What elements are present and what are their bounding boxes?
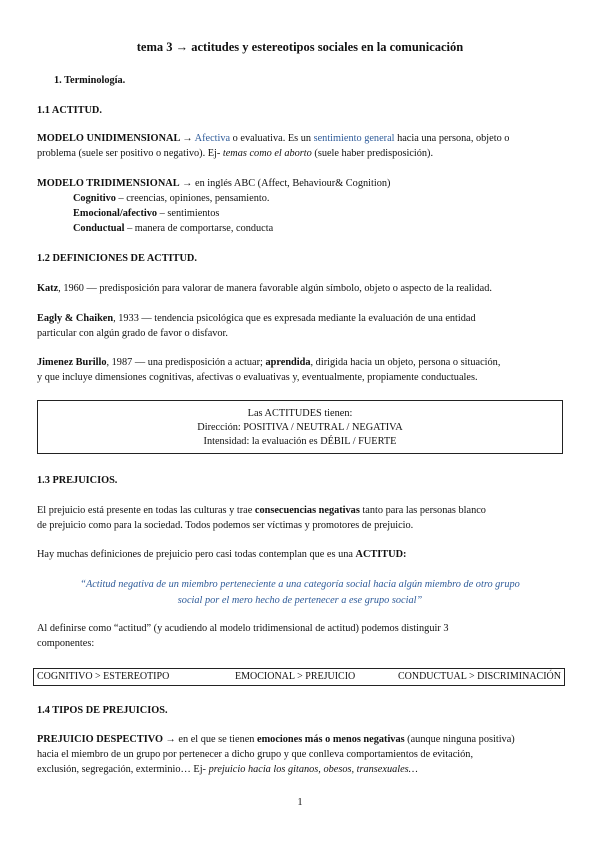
definiciones-text: Hay muchas definiciones de prejuicio pero casi todas contemplan que es una <box>37 549 356 560</box>
unidimensional-text-3: problema (suele ser positivo o negativo). Ej- <box>37 148 223 159</box>
unidimensional-line-1 <box>37 131 563 146</box>
despectivo-label: PREJUICIO DESPECTIVO <box>37 734 163 745</box>
eagly-text: , 1933 — tendencia psicológica que es expresada mediante la evaluación de una entidad <box>113 313 476 324</box>
component-cognitivo <box>73 191 269 206</box>
unidimensional-example: temas como el aborto <box>222 148 312 159</box>
jimenez-text-2: , dirigida hacia un objeto, persona o situación, <box>310 357 501 368</box>
cognitivo-text: – creencias, opiniones, pensamiento. <box>115 193 270 204</box>
despectivo-line-3 <box>37 762 418 777</box>
box-line-2: Dirección: POSITIVA / NEUTRAL / NEGATIVA <box>197 422 403 433</box>
definition-eagly-line-1 <box>37 311 563 326</box>
component-emocional <box>73 206 219 221</box>
prejuicio-line-2: de prejuicio como para la sociedad. Todos podemos ser víctimas y promotores de prejuicio. <box>37 520 414 531</box>
box-line-3: Intensidad: la evaluación es DÉBIL / FUERTE <box>203 436 397 447</box>
box2-cognitivo: COGNITIVO > ESTEREOTIPO <box>37 671 170 682</box>
despectivo-line-2: hacia el miembro de un grupo por pertenecer a dicho grupo y que conlleva comportamientos de evitación, <box>37 749 474 760</box>
despectivo-text-3: exclusión, segregación, exterminio… Ej- <box>37 764 209 775</box>
cognitivo-label: Cognitivo <box>73 193 116 204</box>
despectivo-text-2: (aunque ninguna positiva) <box>404 734 515 745</box>
emocional-label: Emocional/afectivo <box>73 208 158 219</box>
prejuicio-bold: consecuencias negativas <box>254 505 360 516</box>
conductual-text: – manera de comportarse, conducta <box>124 223 274 234</box>
tridimensional-line <box>37 176 390 191</box>
page-title: tema 3 → actitudes y estereotipos sociales en la comunicación <box>136 40 464 54</box>
prejuicio-text-2: tanto para las personas blanco <box>359 505 486 516</box>
box2-conductual: CONDUCTUAL > DISCRIMINACIÓN <box>397 671 561 682</box>
unidimensional-text-4: (suele haber predisposición). <box>311 148 434 159</box>
prejuicio-text: El prejuicio está presente en todas las culturas y trae <box>37 505 255 516</box>
quote-line-1: “Actitud negativa de un miembro perteneciente a una categoría social hacia algún miembro de otro grupo <box>80 579 520 590</box>
component-conductual <box>73 221 273 236</box>
jimenez-name: Jimenez Burillo <box>37 357 107 368</box>
componentes-line-2: componentes: <box>37 638 95 649</box>
definition-jimenez-line-2: y que incluye dimensiones cognitivas, afectivas o evaluativas y, eventualmente, propiamente conductuales. <box>37 372 478 383</box>
section-actitud: 1.1 ACTITUD. <box>37 105 102 116</box>
definition-katz <box>37 281 492 296</box>
section-prejuicios: 1.3 PREJUICIOS. <box>37 475 118 486</box>
definiciones-prejuicio <box>37 547 406 562</box>
unidimensional-text-2: hacia una persona, objeto o <box>394 133 510 144</box>
definition-jimenez-line-1 <box>37 355 563 370</box>
despectivo-example: prejuicio hacia los gitanos, obesos, transexuales… <box>208 764 418 775</box>
emocional-text: – sentimientos <box>157 208 220 219</box>
eagly-name: Eagly & Chaiken <box>37 313 114 324</box>
afectiva-term: Afectiva <box>194 133 231 144</box>
prejuicio-line-1 <box>37 503 563 518</box>
box2-emocional: EMOCIONAL > PREJUICIO <box>235 671 356 682</box>
componentes-box <box>33 668 565 686</box>
section-definiciones: 1.2 DEFINICIONES DE ACTITUD. <box>37 253 197 264</box>
unidimensional-text: o evaluativa. Es un <box>230 133 314 144</box>
box-line-1: Las ACTITUDES tienen: <box>247 408 353 419</box>
conductual-label: Conductual <box>73 223 125 234</box>
quote-line-2: social por el mero hecho de pertenecer a ese grupo social” <box>177 595 423 606</box>
section-terminologia: 1. Terminología. <box>54 75 126 86</box>
jimenez-text: , 1987 — una predisposición a actuar; <box>106 357 266 368</box>
unidimensional-label: MODELO UNIDIMENSIONAL → <box>37 133 193 144</box>
sentimiento-term: sentimiento general <box>313 133 395 144</box>
actitudes-box <box>37 400 563 454</box>
despectivo-text: → en el que se tienen <box>162 734 258 745</box>
despectivo-bold: emociones más o menos negativas <box>257 734 405 745</box>
katz-text: , 1960 — predisposición para valorar de manera favorable algún símbolo, objeto o aspecto de la realidad. <box>58 283 492 294</box>
despectivo-line-1 <box>37 732 563 747</box>
tridimensional-label: MODELO TRIDIMENSIONAL <box>37 178 180 189</box>
definition-eagly-line-2: particular con algún grado de favor o disfavor. <box>37 328 228 339</box>
jimenez-bold: aprendida <box>265 357 311 368</box>
katz-name: Katz <box>37 283 59 294</box>
componentes-line-1: Al definirse como “actitud” (y acudiendo al modelo tridimensional de actitud) podemos distinguir 3 <box>37 623 449 634</box>
section-tipos-prejuicios: 1.4 TIPOS DE PREJUICIOS. <box>37 705 168 716</box>
page-number: 1 <box>297 797 303 808</box>
unidimensional-line-2 <box>37 146 433 161</box>
definiciones-bold: ACTITUD: <box>355 549 407 560</box>
tridimensional-text: → en inglés ABC (Affect, Behaviour& Cognition) <box>179 178 391 189</box>
